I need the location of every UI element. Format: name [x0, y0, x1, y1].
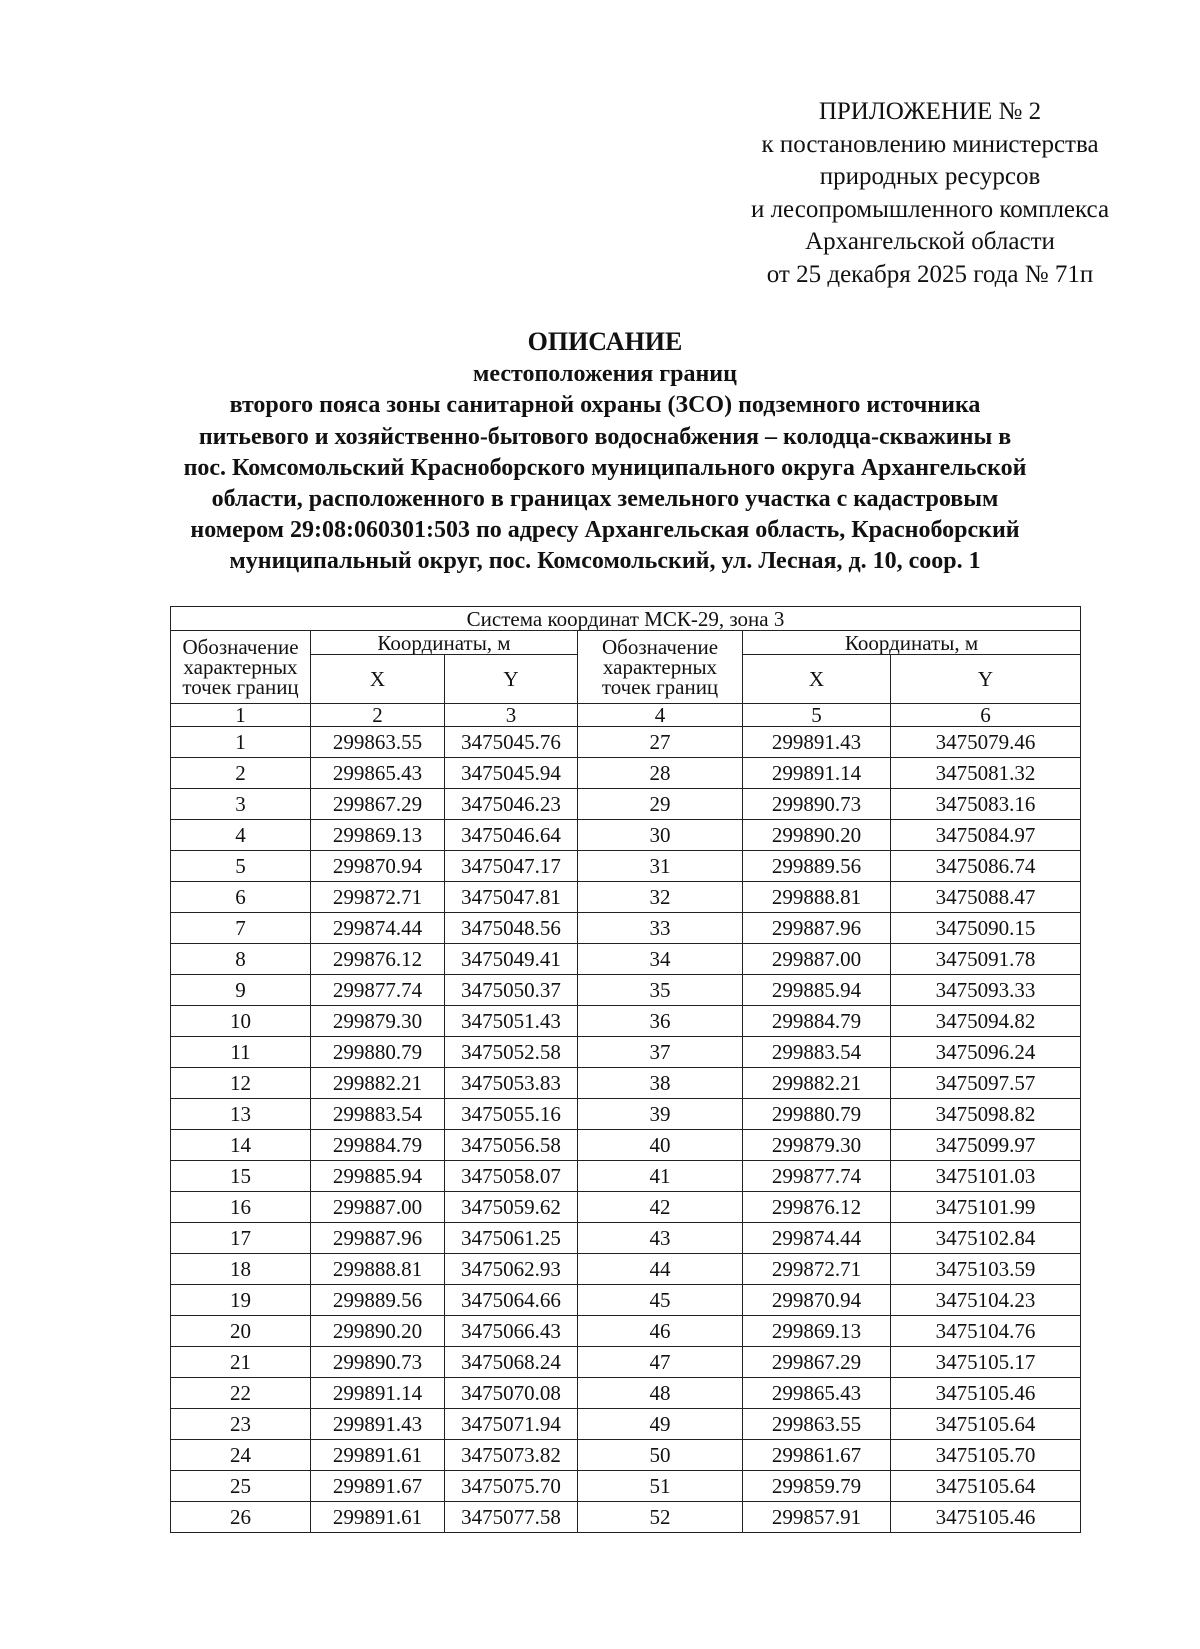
table-row	[171, 1161, 1081, 1192]
table-row	[171, 1037, 1081, 1068]
x-coordinate: 299891.43	[743, 727, 891, 758]
table-row	[171, 1068, 1081, 1099]
point-number: 7	[171, 913, 311, 944]
point-number: 9	[171, 975, 311, 1006]
y-coordinate: 3475096.24	[891, 1037, 1081, 1068]
table-row	[171, 820, 1081, 851]
x-coordinate: 299891.61	[311, 1440, 445, 1471]
y-coordinate: 3475094.82	[891, 1006, 1081, 1037]
y-coordinate: 3475062.93	[445, 1254, 578, 1285]
table-row	[171, 1471, 1081, 1502]
title-line: пос. Комсомольский Красноборского муниципального округа Архангельской	[183, 454, 1027, 481]
appendix-line: и лесопромышленного комплекса	[750, 195, 1110, 223]
x-coordinate: 299874.44	[743, 1223, 891, 1254]
table-row	[171, 727, 1081, 758]
x-coordinate: 299883.54	[311, 1099, 445, 1130]
y-coordinate: 3475088.47	[891, 882, 1081, 913]
x-coordinate: 299891.61	[311, 1502, 445, 1533]
y-coordinate: 3475049.41	[445, 944, 578, 975]
x-coordinate: 299867.29	[743, 1347, 891, 1378]
table-row	[171, 913, 1081, 944]
x-coordinate: 299889.56	[743, 851, 891, 882]
point-number: 11	[171, 1037, 311, 1068]
x-coordinate: 299869.13	[743, 1316, 891, 1347]
point-number: 33	[578, 913, 743, 944]
x-coordinate: 299877.74	[743, 1161, 891, 1192]
point-number: 5	[171, 851, 311, 882]
x-coordinate: 299887.96	[743, 913, 891, 944]
y-coordinate: 3475061.25	[445, 1223, 578, 1254]
point-number: 3	[171, 789, 311, 820]
y-coordinate: 3475059.62	[445, 1192, 578, 1223]
appendix-line: природных ресурсов	[819, 163, 1041, 190]
point-number: 35	[578, 975, 743, 1006]
table-row	[171, 1223, 1081, 1254]
x-coordinate: 299890.73	[743, 789, 891, 820]
table-row	[171, 1502, 1081, 1533]
point-number: 18	[171, 1254, 311, 1285]
y-coordinate: 3475097.57	[891, 1068, 1081, 1099]
table-row	[171, 1440, 1081, 1471]
x-coordinate: 299890.73	[311, 1347, 445, 1378]
table-row	[171, 851, 1081, 882]
x-header: X	[743, 655, 891, 704]
x-coordinate: 299889.56	[311, 1285, 445, 1316]
x-coordinate: 299865.43	[743, 1378, 891, 1409]
y-coordinate: 3475045.76	[445, 727, 578, 758]
point-number: 23	[171, 1409, 311, 1440]
point-number: 34	[578, 944, 743, 975]
y-coordinate: 3475051.43	[445, 1006, 578, 1037]
point-number: 45	[578, 1285, 743, 1316]
table-row	[171, 944, 1081, 975]
point-number: 26	[171, 1502, 311, 1533]
point-number: 21	[171, 1347, 311, 1378]
point-number: 20	[171, 1316, 311, 1347]
x-coordinate: 299872.71	[743, 1254, 891, 1285]
y-coordinate: 3475081.32	[891, 758, 1081, 789]
y-coordinate: 3475047.81	[445, 882, 578, 913]
x-coordinate: 299872.71	[311, 882, 445, 913]
y-coordinate: 3475093.33	[891, 975, 1081, 1006]
point-number: 47	[578, 1347, 743, 1378]
y-coordinate: 3475105.64	[891, 1471, 1081, 1502]
point-number: 46	[578, 1316, 743, 1347]
table-row	[171, 1006, 1081, 1037]
y-header: Y	[445, 655, 578, 704]
y-coordinate: 3475105.46	[891, 1502, 1081, 1533]
x-coordinate: 299880.79	[743, 1099, 891, 1130]
point-number: 13	[171, 1099, 311, 1130]
point-number: 25	[171, 1471, 311, 1502]
y-coordinate: 3475046.64	[445, 820, 578, 851]
x-coordinate: 299874.44	[311, 913, 445, 944]
x-coordinate: 299887.00	[311, 1192, 445, 1223]
y-coordinate: 3475104.23	[891, 1285, 1081, 1316]
point-number: 28	[578, 758, 743, 789]
point-designation-header: Обозначение характерных точек границ	[171, 631, 311, 704]
x-coordinate: 299891.14	[311, 1378, 445, 1409]
x-coordinate: 299890.20	[743, 820, 891, 851]
point-number: 37	[578, 1037, 743, 1068]
y-coordinate: 3475046.23	[445, 789, 578, 820]
x-coordinate: 299882.21	[311, 1068, 445, 1099]
y-coordinate: 3475102.84	[891, 1223, 1081, 1254]
y-coordinate: 3475105.70	[891, 1440, 1081, 1471]
y-coordinate: 3475101.99	[891, 1192, 1081, 1223]
point-number: 16	[171, 1192, 311, 1223]
x-coordinate: 299887.96	[311, 1223, 445, 1254]
y-coordinate: 3475047.17	[445, 851, 578, 882]
column-number: 3	[445, 704, 578, 727]
y-coordinate: 3475084.97	[891, 820, 1081, 851]
point-number: 42	[578, 1192, 743, 1223]
x-coordinate: 299885.94	[311, 1161, 445, 1192]
x-coordinate: 299888.81	[311, 1254, 445, 1285]
table-row	[171, 758, 1081, 789]
column-number: 1	[171, 704, 311, 727]
table-row	[171, 882, 1081, 913]
x-coordinate: 299876.12	[743, 1192, 891, 1223]
x-coordinate: 299877.74	[311, 975, 445, 1006]
x-coordinate: 299869.13	[311, 820, 445, 851]
point-number: 49	[578, 1409, 743, 1440]
x-coordinate: 299879.30	[311, 1006, 445, 1037]
y-coordinate: 3475066.43	[445, 1316, 578, 1347]
point-number: 36	[578, 1006, 743, 1037]
x-coordinate: 299882.21	[743, 1068, 891, 1099]
y-coordinate: 3475104.76	[891, 1316, 1081, 1347]
title-line: номером 29:08:060301:503 по адресу Архангельская область, Красноборский	[190, 517, 1020, 544]
y-coordinate: 3475079.46	[891, 727, 1081, 758]
point-number: 17	[171, 1223, 311, 1254]
point-number: 2	[171, 758, 311, 789]
point-number: 32	[578, 882, 743, 913]
y-coordinate: 3475086.74	[891, 851, 1081, 882]
point-number: 29	[578, 789, 743, 820]
y-coordinate: 3475058.07	[445, 1161, 578, 1192]
title-main: ОПИСАНИЕ	[527, 327, 683, 356]
y-coordinate: 3475070.08	[445, 1378, 578, 1409]
x-coordinate: 299879.30	[743, 1130, 891, 1161]
y-coordinate: 3475048.56	[445, 913, 578, 944]
point-number: 31	[578, 851, 743, 882]
point-number: 52	[578, 1502, 743, 1533]
y-coordinate: 3475103.59	[891, 1254, 1081, 1285]
x-coordinate: 299865.43	[311, 758, 445, 789]
x-coordinate: 299888.81	[743, 882, 891, 913]
x-coordinate: 299867.29	[311, 789, 445, 820]
column-number: 2	[311, 704, 445, 727]
x-coordinate: 299880.79	[311, 1037, 445, 1068]
x-coordinate: 299883.54	[743, 1037, 891, 1068]
point-number: 38	[578, 1068, 743, 1099]
x-coordinate: 299884.79	[743, 1006, 891, 1037]
y-coordinate: 3475071.94	[445, 1409, 578, 1440]
y-coordinate: 3475053.83	[445, 1068, 578, 1099]
x-coordinate: 299870.94	[311, 851, 445, 882]
y-header: Y	[891, 655, 1081, 704]
point-number: 4	[171, 820, 311, 851]
title-line: муниципальный округ, пос. Комсомольский, ул. Лесная, д. 10, соор. 1	[229, 548, 981, 575]
point-number: 48	[578, 1378, 743, 1409]
table-row	[171, 1316, 1081, 1347]
point-number: 40	[578, 1130, 743, 1161]
x-coordinate: 299884.79	[311, 1130, 445, 1161]
point-number: 24	[171, 1440, 311, 1471]
appendix-date-line: от 25 декабря 2025 года № 71п	[766, 260, 1094, 288]
y-coordinate: 3475090.15	[891, 913, 1081, 944]
point-number: 6	[171, 882, 311, 913]
title-line: области, расположенного в границах земельного участка с кадастровым	[211, 486, 999, 513]
coordinates-header: Координаты, м	[311, 631, 578, 655]
x-coordinate: 299863.55	[743, 1409, 891, 1440]
y-coordinate: 3475105.17	[891, 1347, 1081, 1378]
appendix-number: ПРИЛОЖЕНИЕ № 2	[818, 98, 1042, 125]
y-coordinate: 3475098.82	[891, 1099, 1081, 1130]
appendix-header	[700, 96, 1160, 291]
table-row	[171, 1254, 1081, 1285]
point-number: 41	[578, 1161, 743, 1192]
point-number: 51	[578, 1471, 743, 1502]
column-number: 5	[743, 704, 891, 727]
coordinate-system-cell: Система координат МСК-29, зона 3	[171, 607, 1081, 631]
x-coordinate: 299876.12	[311, 944, 445, 975]
y-coordinate: 3475056.58	[445, 1130, 578, 1161]
point-number: 39	[578, 1099, 743, 1130]
x-coordinate: 299859.79	[743, 1471, 891, 1502]
y-coordinate: 3475099.97	[891, 1130, 1081, 1161]
table-row	[171, 1378, 1081, 1409]
y-coordinate: 3475105.64	[891, 1409, 1081, 1440]
table-row	[171, 1347, 1081, 1378]
x-coordinate: 299863.55	[311, 727, 445, 758]
point-designation-header: Обозначение характерных точек границ	[578, 631, 743, 704]
table-row	[171, 1192, 1081, 1223]
x-coordinate: 299890.20	[311, 1316, 445, 1347]
coordinates-header: Координаты, м	[743, 631, 1081, 655]
y-coordinate: 3475077.58	[445, 1502, 578, 1533]
point-number: 14	[171, 1130, 311, 1161]
table-row	[171, 1130, 1081, 1161]
point-number: 43	[578, 1223, 743, 1254]
y-coordinate: 3475101.03	[891, 1161, 1081, 1192]
x-coordinate: 299870.94	[743, 1285, 891, 1316]
table-row	[171, 1099, 1081, 1130]
x-coordinate: 299891.14	[743, 758, 891, 789]
title-line: местоположения границ	[473, 361, 737, 388]
point-number: 50	[578, 1440, 743, 1471]
x-coordinate: 299891.67	[311, 1471, 445, 1502]
x-coordinate: 299885.94	[743, 975, 891, 1006]
y-coordinate: 3475091.78	[891, 944, 1081, 975]
x-coordinate: 299891.43	[311, 1409, 445, 1440]
y-coordinate: 3475050.37	[445, 975, 578, 1006]
table-row	[171, 789, 1081, 820]
point-number: 19	[171, 1285, 311, 1316]
table-row	[171, 975, 1081, 1006]
point-number: 1	[171, 727, 311, 758]
y-coordinate: 3475045.94	[445, 758, 578, 789]
column-number: 4	[578, 704, 743, 727]
point-number: 8	[171, 944, 311, 975]
x-coordinate: 299857.91	[743, 1502, 891, 1533]
appendix-line: Архангельской области	[805, 228, 1055, 255]
y-coordinate: 3475052.58	[445, 1037, 578, 1068]
point-number: 22	[171, 1378, 311, 1409]
y-coordinate: 3475075.70	[445, 1471, 578, 1502]
y-coordinate: 3475073.82	[445, 1440, 578, 1471]
point-number: 15	[171, 1161, 311, 1192]
coordinates-table	[170, 606, 1081, 1533]
document-title	[110, 326, 1100, 578]
appendix-line: к постановлению министерства	[761, 130, 1099, 158]
y-coordinate: 3475055.16	[445, 1099, 578, 1130]
table-row	[171, 1409, 1081, 1440]
title-line: питьевого и хозяйственно-бытового водоснабжения – колодца-скважины в	[198, 423, 1012, 450]
x-coordinate: 299887.00	[743, 944, 891, 975]
y-coordinate: 3475064.66	[445, 1285, 578, 1316]
point-number: 44	[578, 1254, 743, 1285]
y-coordinate: 3475105.46	[891, 1378, 1081, 1409]
point-number: 30	[578, 820, 743, 851]
y-coordinate: 3475068.24	[445, 1347, 578, 1378]
point-number: 12	[171, 1068, 311, 1099]
x-header: X	[311, 655, 445, 704]
point-number: 27	[578, 727, 743, 758]
table-row	[171, 1285, 1081, 1316]
column-number: 6	[891, 704, 1081, 727]
point-number: 10	[171, 1006, 311, 1037]
y-coordinate: 3475083.16	[891, 789, 1081, 820]
title-line: второго пояса зоны санитарной охраны (ЗСО) подземного источника	[229, 392, 981, 419]
x-coordinate: 299861.67	[743, 1440, 891, 1471]
